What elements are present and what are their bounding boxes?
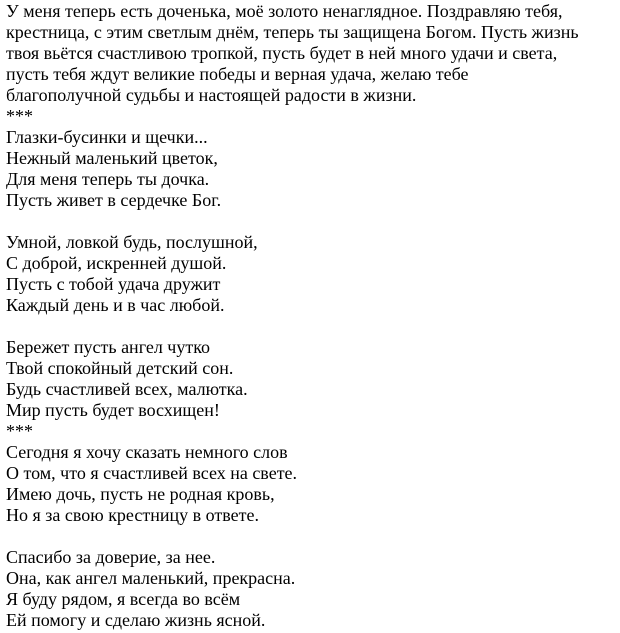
text-line: пусть тебя ждут великие победы и верная удача, желаю тебе: [6, 64, 469, 84]
poem-line: Спасибо за доверие, за нее.: [6, 547, 216, 567]
poem-line: Для меня теперь ты дочка.: [6, 169, 210, 189]
poem-line: Нежный маленький цветок,: [6, 148, 218, 168]
stanza: [6, 232, 618, 316]
text-line: благополучной судьбы и настоящей радости в жизни.: [6, 85, 417, 105]
poem-line: Пусть живет в сердечке Бог.: [6, 190, 222, 210]
poem-line: Пусть с тобой удача дружит: [6, 274, 221, 294]
stanza-gap: [6, 211, 618, 232]
stanza-gap: [6, 526, 618, 547]
poem-line: Бережет пусть ангел чутко: [6, 337, 211, 357]
poem-line: Но я за свою крестницу в ответе.: [6, 505, 259, 525]
separator: ***: [6, 106, 33, 126]
poem-1: [6, 127, 618, 421]
text-line: твоя вьётся счастливою тропкой, пусть будет в ней много удачи и света,: [6, 43, 558, 63]
poem-line: Ей помогу и сделаю жизнь ясной.: [6, 610, 266, 630]
poem-line: Глазки-бусинки и щечки...: [6, 127, 208, 147]
separator: ***: [6, 421, 33, 441]
poem-line: Имею дочь, пусть не родная кровь,: [6, 484, 275, 504]
poem-2: [6, 442, 618, 631]
poem-line: Каждый день и в час любой.: [6, 295, 225, 315]
poem-line: О том, что я счастливей всех на свете.: [6, 463, 298, 483]
poem-line: Сегодня я хочу сказать немного слов: [6, 442, 288, 462]
poem-line: Умной, ловкой будь, послушной,: [6, 232, 258, 252]
poem-line: С доброй, искренней душой.: [6, 253, 227, 273]
poem-line: Мир пусть будет восхищен!: [6, 400, 220, 420]
text-line: крестница, с этим светлым днём, теперь ты защищена Богом. Пусть жизнь: [6, 22, 579, 42]
intro-paragraph: [6, 1, 618, 106]
stanza-gap: [6, 316, 618, 337]
document-text: [6, 1, 618, 631]
stanza: [6, 442, 618, 526]
stanza: [6, 337, 618, 421]
stanza: [6, 547, 618, 631]
stanza: [6, 127, 618, 211]
poem-line: Твой спокойный детский сон.: [6, 358, 234, 378]
text-line: У меня теперь есть доченька, моё золото ненаглядное. Поздравляю тебя,: [6, 1, 563, 21]
poem-line: Будь счастливей всех, малютка.: [6, 379, 248, 399]
poem-line: Она, как ангел маленький, прекрасна.: [6, 568, 296, 588]
poem-line: Я буду рядом, я всегда во всём: [6, 589, 241, 609]
